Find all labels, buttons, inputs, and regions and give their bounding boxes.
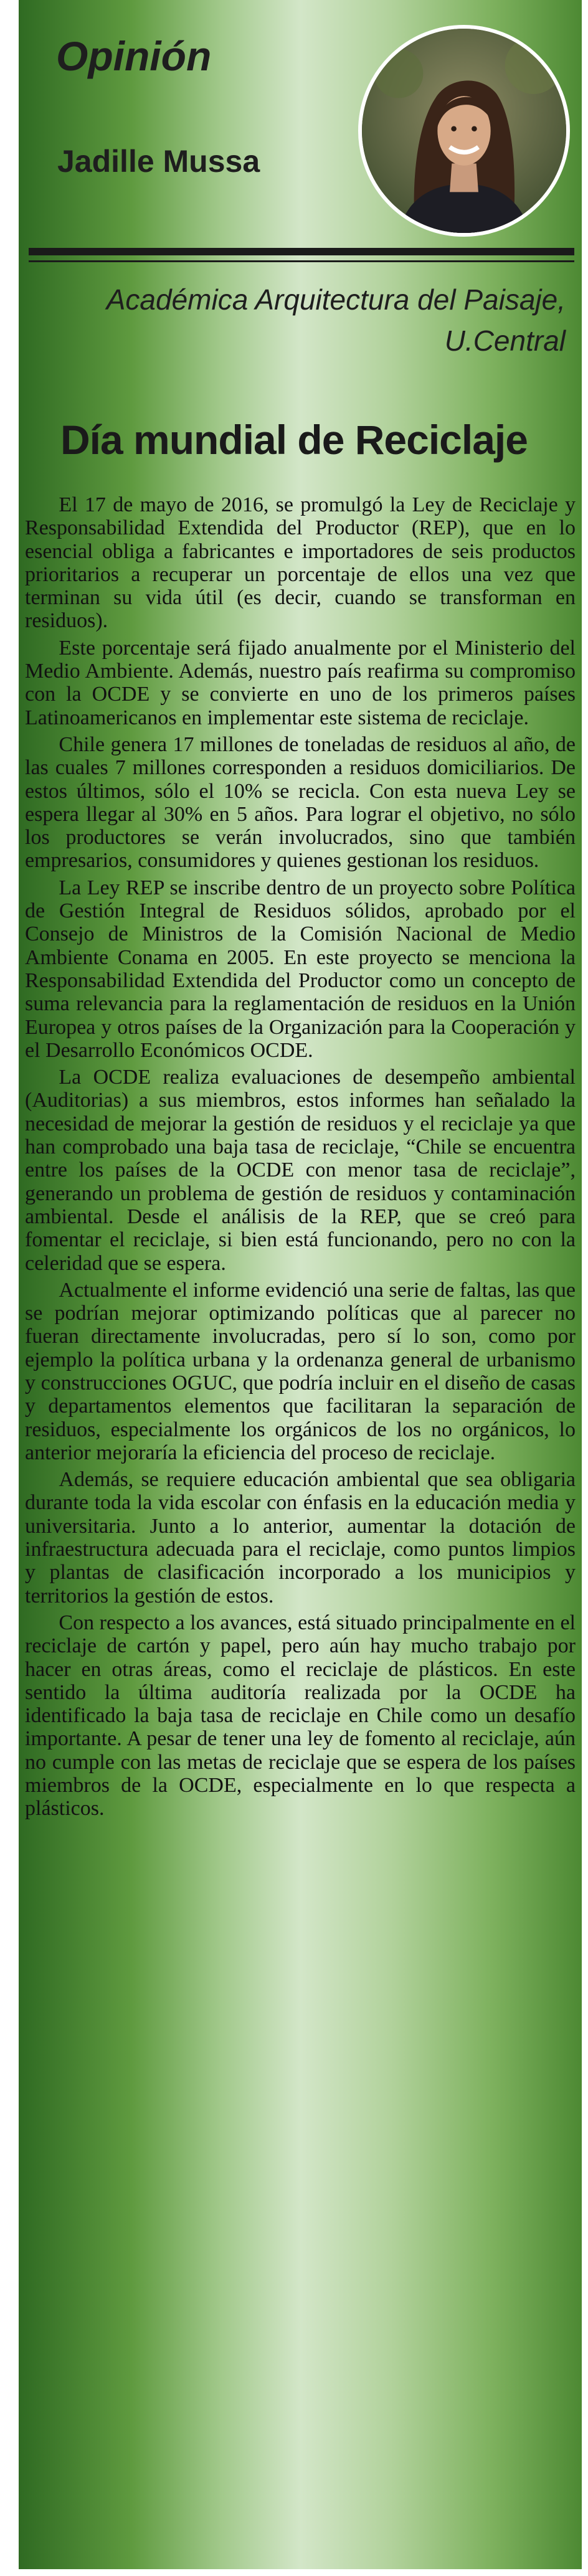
article-paragraph: El 17 de mayo de 2016, se promulgó la Ley de Reciclaje y Responsabilidad Extendida del Productor (REP), que en lo esencial obliga a fabricantes e importadores de seis productos prioritarios a recuperar un porcentaje de ellos una vez que terminan su vida útil (es decir, cuando se transforman en residuos).	[25, 493, 576, 633]
article-paragraph: Con respecto a los avances, está situado principalmente en el reciclaje de cartón y papel, pero aún hay mucho trabajo por hacer en otras áreas, como el reciclaje de plásticos. En este sentido la última auditoría realizada por la OCDE ha identificado la baja tasa de reciclaje en Chile como un desafío importante. A pesar de tener una ley de fomento al reciclaje, aún no cumple con las metas de reciclaje que se espera de los países miembros de la OCDE, especialmente en lo que respecta a plásticos.	[25, 1611, 576, 1821]
author-name: Jadille Mussa	[57, 144, 260, 179]
article-paragraph: Además, se requiere educación ambiental que sea obligaria durante toda la vida escolar con énfasis en la educación media y universitaria. Junto a lo anterior, aumentar la dotación de infraestructura adecuada para el reciclaje, como puntos limpios y plantas de clasificación incorporado a los municipios y territorios la gestión de estos.	[25, 1468, 576, 1608]
article-title: Día mundial de Reciclaje	[60, 417, 528, 463]
header-divider-thick	[29, 248, 574, 255]
article-paragraph: Chile genera 17 millones de toneladas de residuos al año, de las cuales 7 millones corresponden a residuos domiciliarios. De estos últimos, sólo el 10% se recicla. Con esta nueva Ley se espera llegar al 30% en 5 años. Para lograr el objetivo, no sólo los productores se verán involucrados, sino que también empresarios, consumidores y quienes gestionan los residuos.	[25, 732, 576, 873]
article-body	[25, 493, 576, 2561]
header-divider-thin	[29, 260, 574, 262]
article-paragraph: La OCDE realiza evaluaciones de desempeño ambiental (Auditorias) a sus miembros, estos informes han señalado la necesidad de mejorar la gestión de residuos y el reciclaje ya que han comprobado una baja tasa de reciclaje, “Chile se encuentra entre los países de la OCDE con menor tasa de reciclaje”, generando un problema de gestión de residuos y contaminación ambiental. Desde el análisis de la REP, que se creó para fomentar el reciclaje, si bien está funcionando, pero no con la celeridad que se espera.	[25, 1066, 576, 1275]
author-photo	[358, 25, 570, 237]
affiliation-line-1: Académica Arquitectura del Paisaje,	[106, 283, 566, 316]
affiliation-line-2: U.Central	[444, 324, 566, 357]
article-paragraph: Este porcentaje será fijado anualmente por el Ministerio del Medio Ambiente. Además, nuestro país reafirma su compromiso con la OCDE y se convierte en uno de los primeros países Latinoamericanos en implementar este sistema de reciclaje.	[25, 636, 576, 729]
article-paragraph: La Ley REP se inscribe dentro de un proyecto sobre Política de Gestión Integral de Residuos sólidos, aprobado por el Consejo de Ministros de la Comisión Nacional de Medio Ambiente Conama en 2005. En este proyecto se menciona la Responsabilidad Extendida del Productor como un concepto de suma relevancia para la reglamentación de residuos en la Unión Europea y otros países de la Organización para la Cooperación y el Desarrollo Económicos OCDE.	[25, 876, 576, 1062]
author-affiliation	[107, 279, 566, 361]
article-paragraph: Actualmente el informe evidenció una serie de faltas, las que se podrían mejorar optimizando políticas que al parecer no fueran directamente involucradas, pero sí lo son, como por ejemplo la política urbana y la ordenanza general de urbanismo y construcciones OGUC, que podría incluir en el diseño de casas y departamentos elementos que facilitaran la separación de residuos, especialmente los orgánicos de los no orgánicos, lo anterior mejoraría la eficiencia del proceso de reciclaje.	[25, 1278, 576, 1464]
section-label: Opinión	[56, 33, 212, 79]
